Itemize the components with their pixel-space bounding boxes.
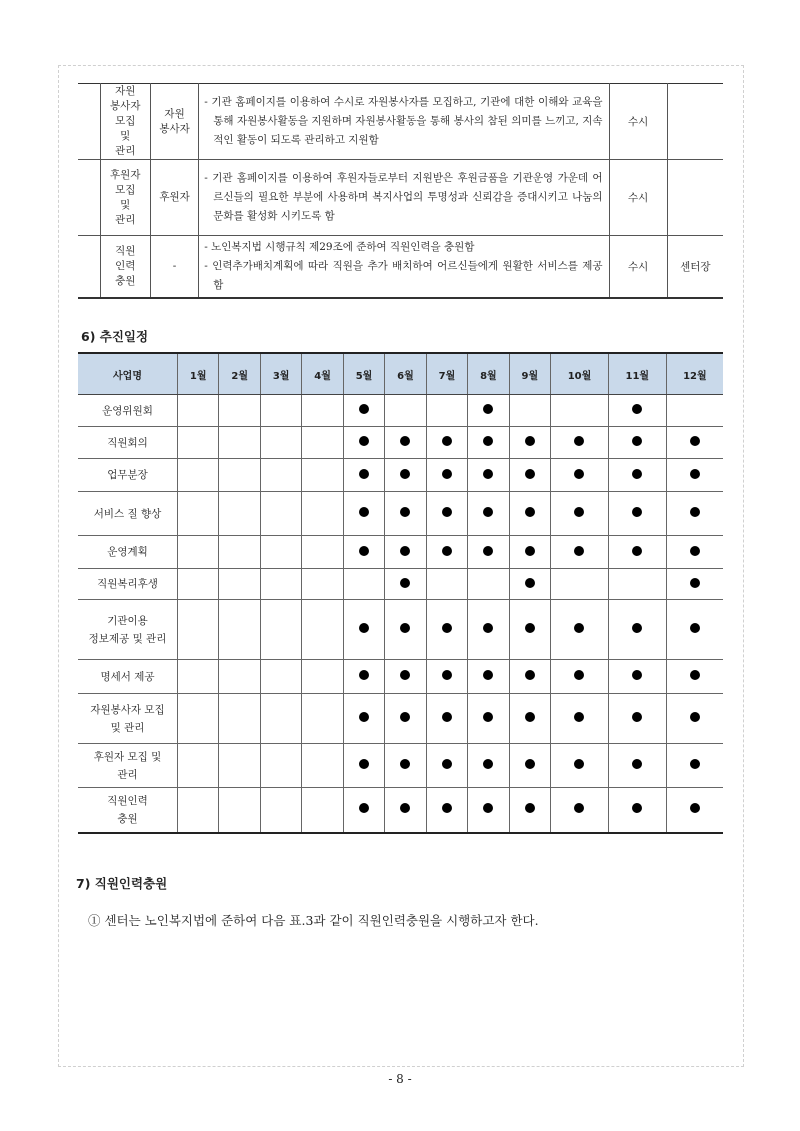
scheduled-dot-icon	[574, 759, 584, 769]
schedule-cell	[551, 600, 609, 660]
schedule-cell	[302, 660, 343, 694]
scheduled-dot-icon	[525, 578, 535, 588]
header-month: 1월	[178, 353, 219, 395]
header-month: 9월	[509, 353, 550, 395]
schedule-cell	[178, 660, 219, 694]
schedule-cell	[178, 536, 219, 569]
header-program: 사업명	[78, 353, 178, 395]
header-month: 5월	[343, 353, 384, 395]
program-name: 후원자 모집 및 관리	[110, 168, 141, 226]
schedule-cell	[468, 536, 509, 569]
schedule-row	[78, 536, 723, 569]
scheduled-dot-icon	[359, 670, 369, 680]
header-month: 2월	[219, 353, 260, 395]
schedule-row	[78, 569, 723, 600]
schedule-program-name: 직원회의	[78, 427, 178, 459]
schedule-cell	[302, 427, 343, 459]
schedule-cell	[468, 459, 509, 492]
program-target: 후원자	[159, 191, 190, 203]
scheduled-dot-icon	[690, 546, 700, 556]
schedule-cell	[666, 395, 723, 427]
schedule-cell	[509, 492, 550, 536]
header-month: 12월	[666, 353, 723, 395]
schedule-cell	[551, 694, 609, 744]
scheduled-dot-icon	[483, 670, 493, 680]
schedule-cell	[260, 569, 301, 600]
scheduled-dot-icon	[359, 469, 369, 479]
schedule-cell	[551, 788, 609, 833]
schedule-cell	[426, 395, 467, 427]
schedule-cell	[385, 395, 426, 427]
schedule-cell	[666, 744, 723, 788]
schedule-cell	[426, 569, 467, 600]
scheduled-dot-icon	[632, 670, 642, 680]
scheduled-dot-icon	[400, 578, 410, 588]
schedule-cell	[343, 600, 384, 660]
scheduled-dot-icon	[400, 803, 410, 813]
scheduled-dot-icon	[690, 623, 700, 633]
schedule-cell	[666, 600, 723, 660]
schedule-cell	[468, 427, 509, 459]
program-manager	[667, 84, 723, 160]
schedule-cell	[260, 395, 301, 427]
scheduled-dot-icon	[442, 759, 452, 769]
schedule-cell	[219, 492, 260, 536]
scheduled-dot-icon	[442, 712, 452, 722]
scheduled-dot-icon	[525, 712, 535, 722]
schedule-cell	[426, 600, 467, 660]
scheduled-dot-icon	[400, 712, 410, 722]
scheduled-dot-icon	[574, 803, 584, 813]
schedule-cell	[219, 788, 260, 833]
schedule-cell	[385, 427, 426, 459]
scheduled-dot-icon	[690, 803, 700, 813]
header-month: 7월	[426, 353, 467, 395]
scheduled-dot-icon	[442, 546, 452, 556]
schedule-cell	[178, 459, 219, 492]
schedule-cell	[608, 600, 666, 660]
scheduled-dot-icon	[442, 507, 452, 517]
schedule-cell	[343, 492, 384, 536]
schedule-cell	[551, 569, 609, 600]
scheduled-dot-icon	[442, 623, 452, 633]
table-row	[78, 160, 723, 236]
program-manager	[667, 160, 723, 236]
program-detail-table	[78, 83, 723, 299]
table-row	[78, 236, 723, 298]
schedule-row	[78, 395, 723, 427]
schedule-cell	[608, 536, 666, 569]
schedule-cell	[178, 427, 219, 459]
scheduled-dot-icon	[632, 759, 642, 769]
program-manager: 센터장	[667, 236, 723, 298]
schedule-table	[78, 352, 723, 834]
scheduled-dot-icon	[690, 507, 700, 517]
schedule-cell	[219, 536, 260, 569]
scheduled-dot-icon	[632, 623, 642, 633]
program-description: - 기관 홈페이지를 이용하여 수시로 자원봉사자를 모집하고, 기관에 대한 이해와 교육을 통해 자원봉사활동을 지원하며 자원봉사활동을 통해 봉사의 참된 의미를 느끼고, 지속적인 활동이 되도록 관리하고 지원함	[204, 96, 603, 146]
schedule-row	[78, 694, 723, 744]
schedule-cell	[426, 694, 467, 744]
schedule-cell	[178, 600, 219, 660]
scheduled-dot-icon	[632, 712, 642, 722]
schedule-cell	[302, 788, 343, 833]
schedule-program-name: 운영위원회	[78, 395, 178, 427]
scheduled-dot-icon	[359, 546, 369, 556]
scheduled-dot-icon	[690, 578, 700, 588]
schedule-cell	[666, 788, 723, 833]
schedule-cell	[219, 395, 260, 427]
schedule-cell	[468, 600, 509, 660]
schedule-cell	[178, 492, 219, 536]
schedule-cell	[260, 788, 301, 833]
schedule-cell	[551, 427, 609, 459]
schedule-cell	[219, 459, 260, 492]
header-month: 8월	[468, 353, 509, 395]
schedule-cell	[468, 395, 509, 427]
schedule-cell	[666, 660, 723, 694]
schedule-cell	[666, 536, 723, 569]
scheduled-dot-icon	[632, 546, 642, 556]
scheduled-dot-icon	[359, 436, 369, 446]
page-number: - 8 -	[388, 1072, 412, 1086]
schedule-cell	[178, 744, 219, 788]
schedule-cell	[302, 569, 343, 600]
schedule-cell	[302, 744, 343, 788]
schedule-cell	[385, 600, 426, 660]
schedule-cell	[385, 569, 426, 600]
scheduled-dot-icon	[632, 469, 642, 479]
schedule-cell	[343, 569, 384, 600]
program-name: 자원 봉사자 모집 및 관리	[110, 85, 141, 157]
scheduled-dot-icon	[483, 803, 493, 813]
program-name: 직원 인력 충원	[115, 244, 136, 287]
scheduled-dot-icon	[483, 546, 493, 556]
schedule-cell	[260, 744, 301, 788]
schedule-row	[78, 600, 723, 660]
scheduled-dot-icon	[400, 670, 410, 680]
header-month: 4월	[302, 353, 343, 395]
schedule-cell	[219, 427, 260, 459]
scheduled-dot-icon	[442, 670, 452, 680]
schedule-cell	[385, 694, 426, 744]
schedule-cell	[385, 744, 426, 788]
schedule-cell	[551, 660, 609, 694]
schedule-cell	[509, 395, 550, 427]
scheduled-dot-icon	[400, 623, 410, 633]
scheduled-dot-icon	[574, 507, 584, 517]
scheduled-dot-icon	[632, 507, 642, 517]
scheduled-dot-icon	[574, 469, 584, 479]
scheduled-dot-icon	[525, 546, 535, 556]
scheduled-dot-icon	[400, 436, 410, 446]
scheduled-dot-icon	[483, 404, 493, 414]
schedule-cell	[608, 569, 666, 600]
header-month: 10월	[551, 353, 609, 395]
schedule-cell	[426, 660, 467, 694]
schedule-cell	[608, 788, 666, 833]
scheduled-dot-icon	[690, 759, 700, 769]
scheduled-dot-icon	[525, 803, 535, 813]
schedule-cell	[260, 600, 301, 660]
schedule-cell	[608, 459, 666, 492]
schedule-cell	[468, 660, 509, 694]
scheduled-dot-icon	[483, 712, 493, 722]
schedule-cell	[260, 427, 301, 459]
scheduled-dot-icon	[690, 469, 700, 479]
schedule-cell	[260, 536, 301, 569]
section-7-heading: 7) 직원인력충원	[76, 876, 168, 891]
schedule-cell	[468, 744, 509, 788]
schedule-row	[78, 660, 723, 694]
schedule-cell	[509, 600, 550, 660]
schedule-cell	[666, 427, 723, 459]
schedule-cell	[219, 694, 260, 744]
schedule-program-name: 기관이용 정보제공 및 관리	[78, 600, 178, 660]
program-period: 수시	[609, 236, 667, 298]
schedule-row	[78, 788, 723, 833]
schedule-cell	[509, 536, 550, 569]
schedule-cell	[551, 492, 609, 536]
scheduled-dot-icon	[400, 759, 410, 769]
schedule-cell	[343, 427, 384, 459]
scheduled-dot-icon	[574, 670, 584, 680]
schedule-cell	[608, 694, 666, 744]
schedule-cell	[666, 492, 723, 536]
scheduled-dot-icon	[359, 759, 369, 769]
program-description: - 기관 홈페이지를 이용하여 후원자들로부터 지원받은 후원금품을 기관운영 가운데 어르신들의 필요한 부분에 사용하며 복지사업의 투명성과 신뢰감을 증대시키고 나눔의 문화를 활성화 시키도록 함	[204, 172, 603, 222]
schedule-cell	[551, 744, 609, 788]
scheduled-dot-icon	[483, 507, 493, 517]
schedule-cell	[666, 694, 723, 744]
schedule-cell	[219, 600, 260, 660]
schedule-cell	[219, 660, 260, 694]
schedule-program-name: 업무분장	[78, 459, 178, 492]
schedule-cell	[608, 660, 666, 694]
scheduled-dot-icon	[359, 803, 369, 813]
schedule-cell	[302, 459, 343, 492]
schedule-cell	[666, 569, 723, 600]
schedule-program-name: 직원복리후생	[78, 569, 178, 600]
schedule-cell	[178, 395, 219, 427]
schedule-cell	[509, 660, 550, 694]
scheduled-dot-icon	[359, 507, 369, 517]
schedule-cell	[468, 569, 509, 600]
schedule-cell	[178, 569, 219, 600]
scheduled-dot-icon	[632, 803, 642, 813]
schedule-cell	[178, 694, 219, 744]
schedule-cell	[666, 459, 723, 492]
scheduled-dot-icon	[632, 436, 642, 446]
schedule-program-name: 자원봉사자 모집 및 관리	[78, 694, 178, 744]
schedule-cell	[385, 788, 426, 833]
header-month: 6월	[385, 353, 426, 395]
scheduled-dot-icon	[525, 623, 535, 633]
schedule-cell	[468, 788, 509, 833]
schedule-cell	[343, 536, 384, 569]
schedule-cell	[302, 694, 343, 744]
scheduled-dot-icon	[525, 507, 535, 517]
schedule-cell	[509, 569, 550, 600]
scheduled-dot-icon	[574, 712, 584, 722]
schedule-cell	[302, 395, 343, 427]
schedule-cell	[509, 427, 550, 459]
scheduled-dot-icon	[632, 404, 642, 414]
schedule-program-name: 후원자 모집 및 관리	[78, 744, 178, 788]
section-7-body: ① 센터는 노인복지법에 준하여 다음 표.3과 같이 직원인력충원을 시행하고자 한다.	[88, 913, 539, 928]
schedule-cell	[385, 536, 426, 569]
schedule-cell	[509, 694, 550, 744]
schedule-cell	[178, 788, 219, 833]
program-description: - 노인복지법 시행규칙 제29조에 준하여 직원인력을 충원함	[204, 240, 475, 253]
scheduled-dot-icon	[442, 436, 452, 446]
schedule-cell	[509, 459, 550, 492]
table-row	[78, 84, 723, 160]
scheduled-dot-icon	[483, 436, 493, 446]
scheduled-dot-icon	[400, 507, 410, 517]
program-description: - 인력추가배치계획에 따라 직원을 추가 배치하여 어르신들에게 원활한 서비스를 제공함	[204, 259, 603, 291]
schedule-program-name: 명세서 제공	[78, 660, 178, 694]
program-period: 수시	[609, 84, 667, 160]
scheduled-dot-icon	[525, 436, 535, 446]
header-month: 11월	[608, 353, 666, 395]
schedule-cell	[426, 427, 467, 459]
program-target: 자원 봉사자	[159, 107, 190, 135]
scheduled-dot-icon	[359, 404, 369, 414]
schedule-cell	[343, 395, 384, 427]
schedule-cell	[385, 660, 426, 694]
schedule-cell	[302, 600, 343, 660]
schedule-cell	[426, 492, 467, 536]
schedule-program-name: 운영계획	[78, 536, 178, 569]
schedule-cell	[302, 492, 343, 536]
schedule-cell	[219, 569, 260, 600]
schedule-cell	[343, 660, 384, 694]
schedule-cell	[468, 492, 509, 536]
schedule-cell	[426, 536, 467, 569]
schedule-header-row	[78, 353, 723, 395]
schedule-cell	[343, 694, 384, 744]
scheduled-dot-icon	[400, 469, 410, 479]
scheduled-dot-icon	[574, 623, 584, 633]
schedule-cell	[260, 459, 301, 492]
schedule-cell	[551, 459, 609, 492]
scheduled-dot-icon	[574, 436, 584, 446]
schedule-cell	[385, 492, 426, 536]
schedule-row	[78, 492, 723, 536]
scheduled-dot-icon	[690, 436, 700, 446]
schedule-row	[78, 459, 723, 492]
scheduled-dot-icon	[442, 803, 452, 813]
schedule-cell	[260, 492, 301, 536]
schedule-cell	[260, 694, 301, 744]
program-target: -	[172, 259, 177, 272]
schedule-cell	[426, 788, 467, 833]
schedule-cell	[509, 788, 550, 833]
schedule-cell	[608, 744, 666, 788]
schedule-cell	[509, 744, 550, 788]
scheduled-dot-icon	[690, 712, 700, 722]
schedule-cell	[468, 694, 509, 744]
scheduled-dot-icon	[483, 759, 493, 769]
schedule-cell	[551, 536, 609, 569]
scheduled-dot-icon	[690, 670, 700, 680]
schedule-cell	[385, 459, 426, 492]
schedule-cell	[426, 459, 467, 492]
scheduled-dot-icon	[574, 546, 584, 556]
scheduled-dot-icon	[525, 469, 535, 479]
schedule-cell	[219, 744, 260, 788]
schedule-cell	[343, 788, 384, 833]
schedule-cell	[608, 492, 666, 536]
schedule-cell	[608, 395, 666, 427]
schedule-program-name: 직원인력 충원	[78, 788, 178, 833]
section-6-heading: 6) 추진일정	[81, 329, 149, 344]
schedule-cell	[608, 427, 666, 459]
schedule-cell	[343, 744, 384, 788]
scheduled-dot-icon	[400, 546, 410, 556]
scheduled-dot-icon	[525, 670, 535, 680]
scheduled-dot-icon	[359, 712, 369, 722]
schedule-cell	[551, 395, 609, 427]
schedule-cell	[426, 744, 467, 788]
schedule-cell	[302, 536, 343, 569]
program-period: 수시	[609, 160, 667, 236]
schedule-row	[78, 427, 723, 459]
scheduled-dot-icon	[483, 469, 493, 479]
scheduled-dot-icon	[442, 469, 452, 479]
scheduled-dot-icon	[483, 623, 493, 633]
schedule-cell	[260, 660, 301, 694]
header-month: 3월	[260, 353, 301, 395]
scheduled-dot-icon	[359, 623, 369, 633]
scheduled-dot-icon	[525, 759, 535, 769]
schedule-cell	[343, 459, 384, 492]
schedule-row	[78, 744, 723, 788]
schedule-program-name: 서비스 질 향상	[78, 492, 178, 536]
